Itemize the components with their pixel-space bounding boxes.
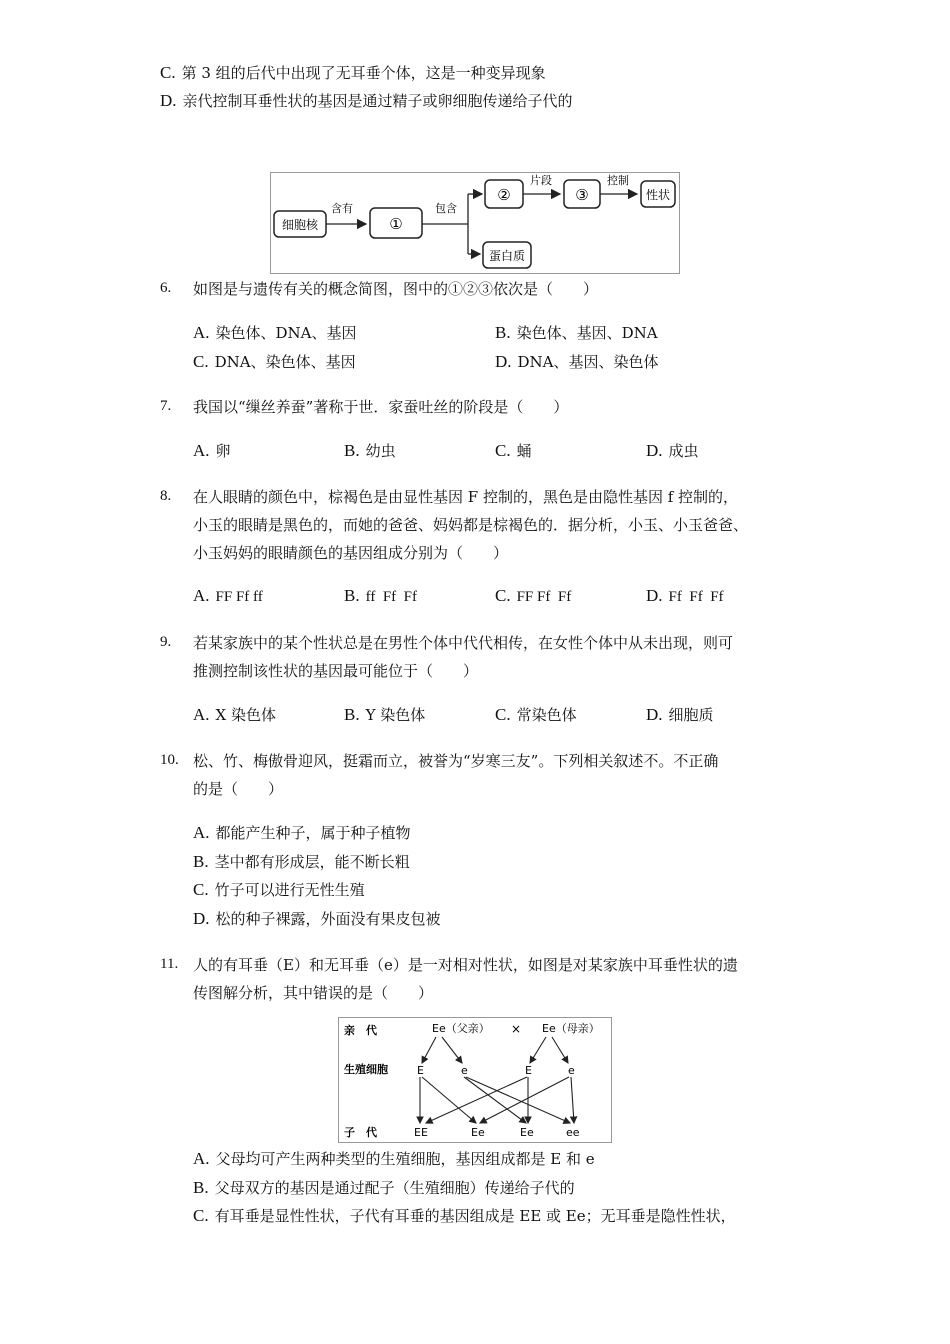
q10-option-c: C. 竹子可以进行无性生殖 <box>193 880 365 899</box>
offspring-genotype: Ee <box>471 1126 485 1139</box>
q11-option-c: C. 有耳垂是显性性状，子代有耳垂的基因组成是 EE 或 Ee；无耳垂是隐性性状， <box>193 1206 736 1225</box>
question-9-stem-line: 推测控制该性状的基因最可能位于（ ） <box>193 662 479 680</box>
gamete: e <box>461 1064 468 1077</box>
option-c-prev <box>160 62 546 83</box>
q9-option-a: A. X 染色体 <box>193 705 276 724</box>
question-7-number: 7. <box>160 398 172 414</box>
q10-option-d: D. 松的种子裸露，外面没有果皮包被 <box>193 909 441 928</box>
q7-option-d: D. 成虫 <box>646 441 699 460</box>
offspring-genotype: Ee <box>520 1126 534 1139</box>
q7-option-a: A. 卵 <box>193 441 231 460</box>
edge-segment-label: 片段 <box>530 174 552 187</box>
question-11-stem-line: 传图解分析，其中错误的是（ ） <box>193 984 434 1002</box>
q8-option-d: D. Ff Ff Ff <box>646 586 724 605</box>
row-gametes-label: 生殖细胞 <box>344 1063 388 1076</box>
question-6-number: 6. <box>160 280 172 296</box>
diagram-frame <box>339 1018 612 1143</box>
node-nucleus-label: 细胞核 <box>281 218 319 232</box>
question-8-stem-line: 小玉妈妈的眼睛颜色的基因组成分别为（ ） <box>193 544 509 562</box>
question-10-stem-line: 松、竹、梅傲骨迎风，挺霜而立，被誉为“岁寒三友”。下列相关叙述不。不正确 <box>193 752 719 770</box>
edge-controls-label: 控制 <box>607 174 629 187</box>
node-1-label: ① <box>389 215 403 233</box>
question-8-stem-line: 小玉的眼睛是黑色的，而她的爸爸、妈妈都是棕褐色的．据分析，小玉、小玉爸爸、 <box>193 516 749 534</box>
q6-option-d: D. DNA、基因、染色体 <box>495 352 659 371</box>
node-3-label: ③ <box>575 186 589 204</box>
diagram-frame <box>271 173 680 274</box>
node-protein-label: 蛋白质 <box>488 249 526 263</box>
q6-option-a: A. 染色体、DNA、基因 <box>193 323 357 342</box>
node-2-label: ② <box>497 186 511 204</box>
q9-option-c: C. 常染色体 <box>495 705 577 724</box>
q11-option-b: B. 父母双方的基因是通过配子（生殖细胞）传递给子代的 <box>193 1178 575 1197</box>
q8-option-a: A. FF Ff ff <box>193 586 263 605</box>
question-6-stem: 如图是与遗传有关的概念简图，图中的①②③依次是（ ） <box>193 280 599 298</box>
gamete: e <box>568 1064 575 1077</box>
q9-option-d: D. 细胞质 <box>646 705 714 724</box>
question-8-stem-line: 在人眼睛的颜色中，棕褐色是由显性基因 F 控制的，黑色是由隐性基因 f 控制的， <box>193 488 739 506</box>
father-genotype: Ee（父亲） <box>432 1022 490 1035</box>
cross-symbol: × <box>511 1022 522 1036</box>
inheritance-diagram <box>338 1017 612 1143</box>
offspring-genotype: ee <box>566 1126 580 1139</box>
edge-contains-label: 含有 <box>331 202 353 215</box>
option-text: 第 3 组的后代中出现了无耳垂个体，这是一种变异现象 <box>181 64 546 82</box>
gamete: E <box>525 1064 532 1077</box>
concept-diagram <box>270 172 680 274</box>
q9-option-b: B. Y 染色体 <box>344 705 426 724</box>
row-parents-label: 亲 代 <box>344 1024 377 1037</box>
option-text: 亲代控制耳垂性状的基因是通过精子或卵细胞传递给子代的 <box>182 92 573 110</box>
question-7-stem: 我国以“缫丝养蚕”著称于世．家蚕吐丝的阶段是（ ） <box>193 398 569 416</box>
q8-option-b: B. ff Ff Ff <box>344 586 417 605</box>
row-offspring-label: 子 代 <box>344 1126 377 1139</box>
edge-includes-label: 包含 <box>435 202 457 215</box>
q7-option-c: C. 蛹 <box>495 441 532 460</box>
question-9-number: 9. <box>160 634 172 650</box>
option-d-prev <box>160 90 573 111</box>
question-10-number: 10. <box>160 752 179 768</box>
q11-option-a: A. 父母均可产生两种类型的生殖细胞，基因组成都是 E 和 e <box>193 1149 595 1168</box>
q10-option-a: A. 都能产生种子，属于种子植物 <box>193 823 411 842</box>
q6-option-b: B. 染色体、基因、DNA <box>495 323 658 342</box>
q6-option-c: C. DNA、染色体、基因 <box>193 352 356 371</box>
question-9-stem-line: 若某家族中的某个性状总是在男性个体中代代相传，在女性个体中从未出现，则可 <box>193 634 734 652</box>
gamete: E <box>417 1064 424 1077</box>
option-letter: D. <box>160 91 177 110</box>
q8-option-c: C. FF Ff Ff <box>495 586 572 605</box>
q10-option-b: B. 茎中都有形成层，能不断长粗 <box>193 852 410 871</box>
mother-genotype: Ee（母亲） <box>542 1022 600 1035</box>
q7-option-b: B. 幼虫 <box>344 441 396 460</box>
option-letter: C. <box>160 63 176 82</box>
question-8-number: 8. <box>160 488 172 504</box>
question-11-number: 11. <box>160 956 179 972</box>
question-11-stem-line: 人的有耳垂（E）和无耳垂（e）是一对相对性状，如图是对某家族中耳垂性状的遗 <box>193 956 738 974</box>
node-trait-label: 性状 <box>645 188 671 202</box>
offspring-genotype: EE <box>414 1126 428 1139</box>
question-10-stem-line: 的是（ ） <box>193 780 284 798</box>
